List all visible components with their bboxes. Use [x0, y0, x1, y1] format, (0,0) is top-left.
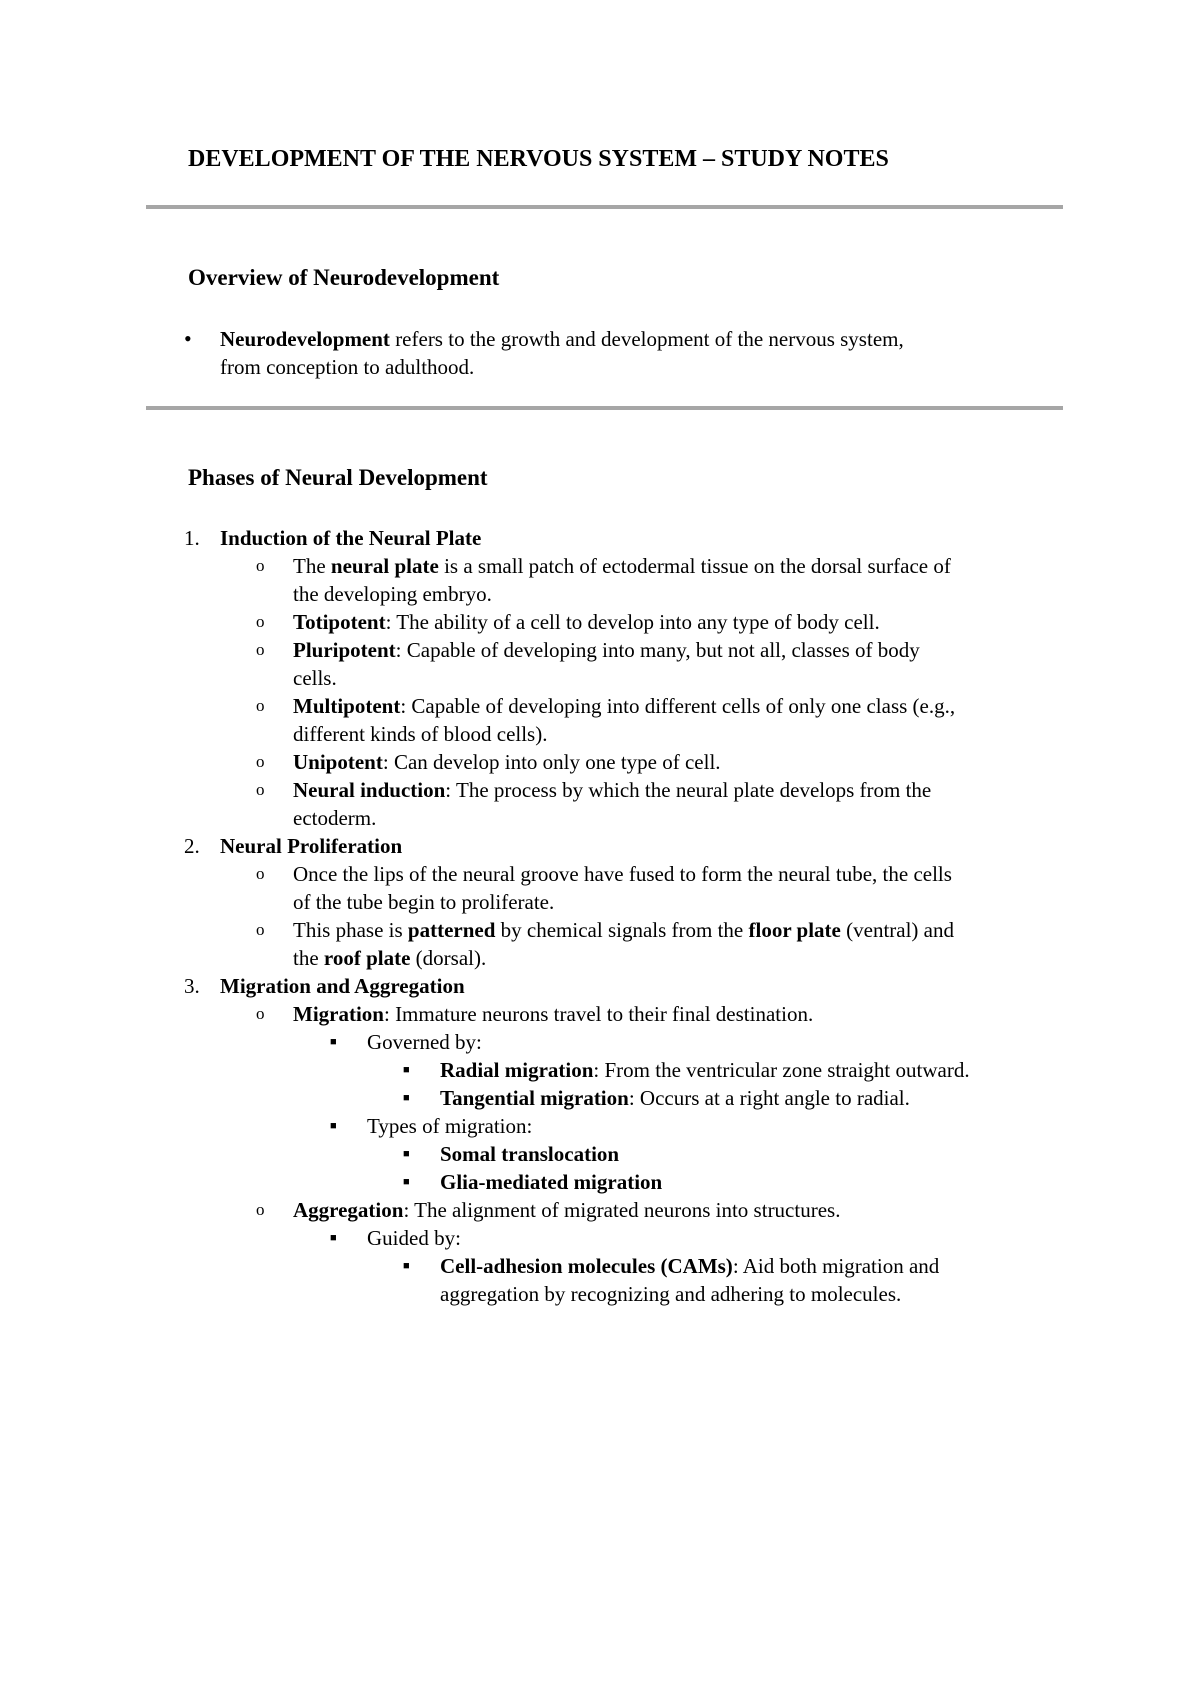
square-bullet: ■: [403, 1064, 410, 1076]
term: Pluripotent: [293, 638, 396, 662]
text: : From the ventricular zone straight outward.: [593, 1058, 970, 1082]
list-item: [440, 1252, 939, 1280]
list-item: Guided by:: [367, 1226, 461, 1250]
text: : Aid both migration and: [732, 1254, 940, 1278]
horizontal-rule: [146, 205, 1063, 209]
square-bullet: ■: [403, 1092, 410, 1104]
term: Radial migration: [440, 1058, 594, 1082]
term: floor plate: [748, 918, 841, 942]
text: This phase is: [293, 918, 408, 942]
list-item-continuation: the developing embryo.: [293, 582, 492, 606]
term: Cell-adhesion molecules (CAMs): [440, 1254, 733, 1278]
text: : Immature neurons travel to their final destination.: [383, 1002, 814, 1026]
square-bullet: ■: [330, 1036, 337, 1048]
text: : Can develop into only one type of cell.: [382, 750, 721, 774]
term: roof plate: [323, 946, 411, 970]
circle-bullet: o: [256, 1200, 265, 1219]
list-item-continuation: ectoderm.: [293, 806, 377, 830]
term: neural plate: [330, 554, 439, 578]
list-item: [293, 916, 954, 944]
list-item: [293, 692, 955, 720]
list-item: [440, 1168, 662, 1196]
circle-bullet: o: [256, 1004, 265, 1023]
page-title: DEVELOPMENT OF THE NERVOUS SYSTEM – STUDY NOTES: [188, 146, 889, 172]
term: Glia-mediated migration: [440, 1170, 663, 1194]
term: Multipotent: [293, 694, 401, 718]
list-item: [293, 636, 920, 664]
square-bullet: ■: [403, 1260, 410, 1272]
list-item-continuation: [293, 944, 486, 972]
term: Migration: [293, 1002, 384, 1026]
list-item: Governed by:: [367, 1030, 482, 1054]
list-item: [440, 1056, 970, 1084]
list-item: [293, 608, 880, 636]
term: patterned: [407, 918, 496, 942]
text: (dorsal).: [410, 946, 487, 970]
list-item-continuation: aggregation by recognizing and adhering to molecules.: [440, 1282, 902, 1306]
text: is a small patch of ectodermal tissue on the dorsal surface of: [438, 554, 951, 578]
square-bullet: ■: [330, 1232, 337, 1244]
term: Aggregation: [293, 1198, 404, 1222]
phase-title: [220, 832, 402, 860]
phase-title-text: Neural Proliferation: [220, 834, 403, 858]
phase-title-text: Migration and Aggregation: [220, 974, 465, 998]
overview-bullet-line: [220, 325, 904, 353]
list-item: [440, 1084, 910, 1112]
term: Neural induction: [293, 778, 446, 802]
text: the: [293, 946, 324, 970]
text: : Capable of developing into different cells of only one class (e.g.,: [400, 694, 956, 718]
list-item: [440, 1140, 619, 1168]
list-item: [293, 776, 931, 804]
phase-title: [220, 972, 465, 1000]
list-item-continuation: cells.: [293, 666, 337, 690]
square-bullet: ■: [330, 1120, 337, 1132]
text: : The process by which the neural plate develops from the: [445, 778, 932, 802]
section-heading-phases: Phases of Neural Development: [188, 465, 488, 490]
list-number: 1.: [184, 526, 200, 550]
text: : The ability of a cell to develop into any type of body cell.: [385, 610, 880, 634]
list-item: [293, 1196, 840, 1224]
section-heading-overview: Overview of Neurodevelopment: [188, 265, 500, 290]
text: : The alignment of migrated neurons into structures.: [403, 1198, 841, 1222]
circle-bullet: o: [256, 864, 265, 883]
circle-bullet: o: [256, 752, 265, 771]
list-item: Once the lips of the neural groove have fused to form the neural tube, the cells: [293, 862, 952, 886]
circle-bullet: o: [256, 640, 265, 659]
square-bullet: ■: [403, 1148, 410, 1160]
text: refers to the growth and development of the nervous system,: [389, 327, 904, 351]
term: Tangential migration: [440, 1086, 629, 1110]
list-number: 2.: [184, 834, 200, 858]
phase-title: [220, 524, 481, 552]
text: by chemical signals from the: [495, 918, 749, 942]
list-item: [293, 1000, 813, 1028]
list-item-continuation: of the tube begin to proliferate.: [293, 890, 555, 914]
list-item-continuation: different kinds of blood cells).: [293, 722, 548, 746]
text: : Occurs at a right angle to radial.: [628, 1086, 910, 1110]
term: Somal translocation: [440, 1142, 620, 1166]
square-bullet: ■: [403, 1176, 410, 1188]
text: (ventral) and: [840, 918, 954, 942]
list-item: [293, 552, 951, 580]
overview-bullet-line: from conception to adulthood.: [220, 355, 475, 379]
circle-bullet: o: [256, 556, 265, 575]
circle-bullet: o: [256, 920, 265, 939]
term: Neurodevelopment: [220, 327, 390, 351]
phase-title-text: Induction of the Neural Plate: [220, 526, 482, 550]
term: Totipotent: [293, 610, 386, 634]
text: : Capable of developing into many, but not all, classes of body: [395, 638, 920, 662]
list-item: Types of migration:: [367, 1114, 533, 1138]
list-item: [293, 748, 721, 776]
bullet-marker: •: [184, 326, 192, 351]
circle-bullet: o: [256, 780, 265, 799]
horizontal-rule: [146, 406, 1063, 410]
text: The: [293, 554, 331, 578]
term: Unipotent: [293, 750, 383, 774]
circle-bullet: o: [256, 612, 265, 631]
list-number: 3.: [184, 974, 200, 998]
circle-bullet: o: [256, 696, 265, 715]
